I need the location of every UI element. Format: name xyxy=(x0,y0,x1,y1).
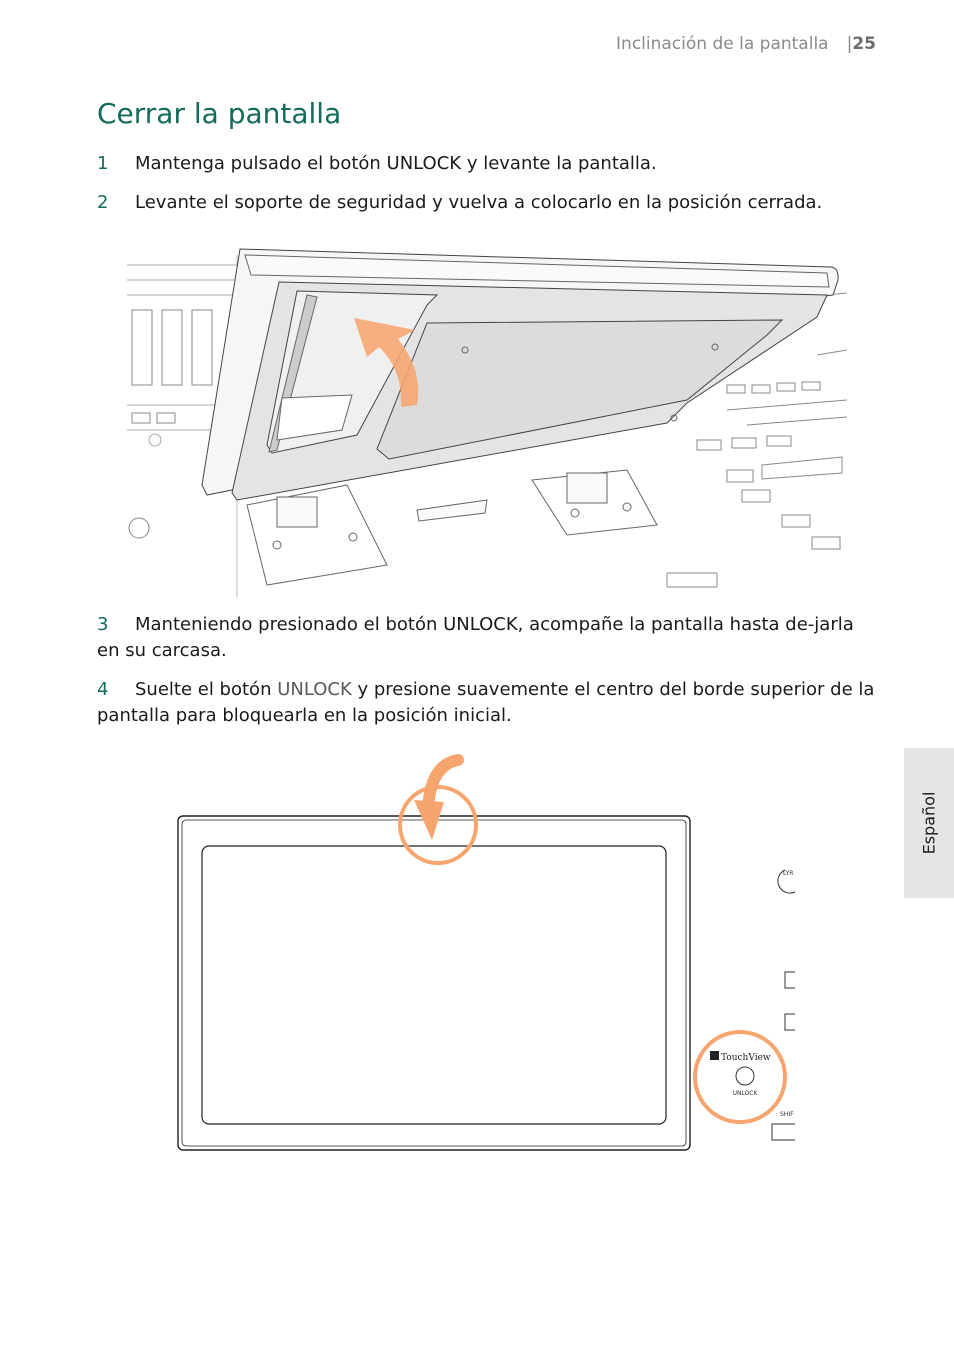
step-text: Levante el soporte de seguridad y vuelva a colocarlo en la posición cerrada. xyxy=(135,192,823,213)
step-3 xyxy=(97,612,878,664)
page-title: Cerrar la pantalla xyxy=(97,97,342,130)
step-text-after: y presione suavemente el centro del borde superior de la pantalla para bloquearla en la posición inicial. xyxy=(97,679,875,726)
figure-lift-screen xyxy=(127,235,847,597)
highlight-circle-unlock xyxy=(695,1032,785,1122)
step-text: Mantenga pulsado el botón UNLOCK y levante la pantalla. xyxy=(135,153,657,174)
step-2 xyxy=(97,190,878,216)
step-number: 2 xyxy=(97,192,109,213)
language-label: Español xyxy=(919,791,939,855)
step-number: 1 xyxy=(97,153,109,174)
step-number: 3 xyxy=(97,614,109,635)
unlock-keyword: UNLOCK xyxy=(277,679,352,700)
unlock-button-label: UNLOCK xyxy=(732,1090,758,1097)
header-separator: | xyxy=(846,34,853,54)
touchview-logo-icon xyxy=(710,1051,719,1060)
language-tab xyxy=(904,748,954,898)
step-1 xyxy=(97,151,878,177)
section-title: Inclinación de la pantalla xyxy=(616,34,829,54)
step-text-before: Suelte el botón xyxy=(135,679,278,700)
step-text: Manteniendo presionado el botón UNLOCK, acompañe la pantalla hasta de-jarla en su carcasa. xyxy=(97,614,854,661)
figure-closed-screen xyxy=(170,740,800,1160)
step-number: 4 xyxy=(97,679,109,700)
page-header xyxy=(616,34,876,54)
page-number: 25 xyxy=(852,34,876,54)
shift-label: SHIF xyxy=(780,1111,794,1118)
touchview-brand: TouchView xyxy=(721,1053,771,1063)
step-4 xyxy=(97,677,878,729)
lyr-label: LYR xyxy=(783,870,794,877)
